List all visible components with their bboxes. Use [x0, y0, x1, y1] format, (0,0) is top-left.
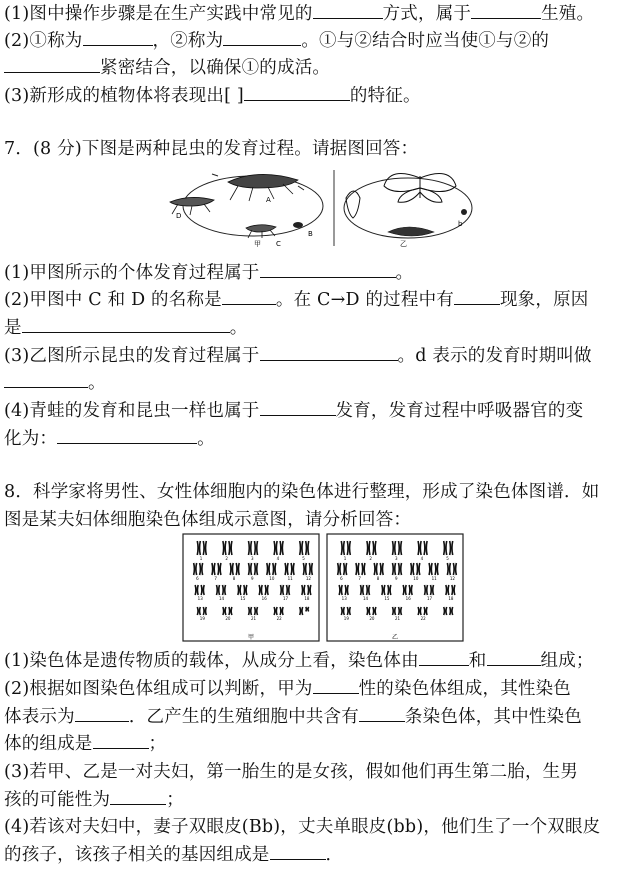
chromosome-glyph [344, 563, 347, 575]
q8-q2-text-b: 性的染色体组成，其性染色 [358, 679, 571, 699]
q7-line-6 [4, 397, 634, 425]
chromosome-number: 1 [343, 556, 347, 561]
chromosome-number: 8 [232, 576, 236, 581]
q7-line-1 [4, 259, 634, 287]
chromosome-glyph [229, 541, 232, 555]
chromosome-glyph [424, 541, 427, 555]
chromosome-glyph [393, 607, 396, 615]
chromosome-number: 20 [369, 616, 375, 621]
chromosome-number: 21 [251, 616, 257, 621]
chromosome-glyph [229, 607, 232, 615]
q8-line-1 [4, 478, 634, 506]
chromosome-number: 16 [405, 596, 411, 601]
chromosome-glyph [197, 607, 200, 615]
chromosome-number: 4 [420, 556, 424, 561]
chromosome-number: 15 [240, 596, 246, 601]
q8-line-2 [4, 506, 634, 534]
chromosome-glyph [249, 607, 252, 615]
chromosome-glyph [347, 607, 350, 615]
chromosome-glyph [195, 585, 198, 595]
q7-7-text-a: 化为： [4, 429, 58, 449]
fig-label-d: D [176, 212, 182, 220]
chromosome-number: 19 [199, 616, 205, 621]
q6-4-text-a: (3)新形成的植物体将表现出[ ] [4, 86, 244, 106]
butterfly-larva [388, 227, 434, 236]
chromosome-number: 17 [283, 596, 289, 601]
chromosome-number: 6 [196, 576, 199, 581]
chromosome-glyph [249, 563, 252, 575]
chromosome-glyph [367, 585, 370, 595]
q6-2-blank-1[interactable] [83, 27, 153, 46]
chromosome-glyph [281, 585, 284, 595]
chromosome-number: 15 [384, 596, 390, 601]
q6-line-3 [4, 54, 634, 82]
chromosome-glyph [339, 585, 342, 595]
chromosome-glyph [424, 607, 427, 615]
q7-6-text-a: (4)青蛙的发育和昆虫一样也属于 [4, 401, 260, 421]
chromosome-glyph [300, 541, 303, 555]
q6-1-text-b: 方式，属于 [382, 4, 472, 24]
chromosome-glyph [374, 563, 377, 575]
fig-label-b: B [308, 230, 313, 238]
chromosome-number: 21 [395, 616, 401, 621]
chromosome-number: 9 [251, 576, 254, 581]
chromosome-number: 5 [302, 556, 305, 561]
chromosome-glyph [309, 563, 312, 575]
q8-line-8 [4, 786, 634, 814]
q8-q1-text-a: (1)染色体是遗传物质的载体，从成分上看，染色体由 [4, 651, 419, 671]
chromosome-glyph [300, 607, 303, 615]
chromosome-glyph [356, 563, 359, 575]
q8-q1-blank-1[interactable] [419, 647, 469, 666]
chromosome-glyph [287, 585, 290, 595]
chromosome-glyph [223, 585, 226, 595]
chromosome-glyph [267, 563, 270, 575]
chromosome-glyph [274, 541, 277, 555]
chromosome-glyph [341, 607, 344, 615]
q8-q8-blank-1[interactable] [270, 841, 326, 860]
chromosome-number: 5 [446, 556, 449, 561]
chromosome-number: 19 [343, 616, 349, 621]
q7-2-blank-1[interactable] [222, 286, 276, 305]
q7-7-text-b: 。 [197, 429, 215, 449]
chromosome-glyph [280, 607, 283, 615]
karyotype-jia-chromosomes [194, 541, 313, 621]
chromosome-glyph [308, 585, 311, 595]
chromosome-glyph [197, 541, 200, 555]
chromosome-glyph [303, 563, 306, 575]
chromosome-glyph [347, 541, 350, 555]
q8-q3-blank-2[interactable] [359, 703, 405, 722]
chromosome-glyph [236, 563, 239, 575]
q8-line-7 [4, 758, 634, 786]
chromosome-number: 11 [287, 576, 293, 581]
chromosome-glyph [367, 607, 370, 615]
chromosome-number: 18 [448, 596, 454, 601]
chromosome-number: 13 [197, 596, 203, 601]
q8-line-3 [4, 647, 634, 675]
chromosome-glyph [274, 607, 277, 615]
chromosome-glyph [409, 585, 412, 595]
chromosome-glyph [361, 585, 364, 595]
chromosome-number: 2 [225, 556, 228, 561]
chromosome-glyph [393, 541, 396, 555]
fig-label-jia: 甲 [254, 240, 261, 248]
q6-1-blank-2[interactable] [471, 0, 541, 19]
q6-1-blank-1[interactable] [313, 0, 383, 19]
chromosome-number: 7 [214, 576, 217, 581]
chromosome-glyph [203, 607, 206, 615]
chromosome-glyph [452, 585, 455, 595]
chromosome-glyph [306, 541, 309, 555]
chromosome-glyph [280, 541, 283, 555]
chromosome-glyph [399, 563, 402, 575]
chromosome-glyph [444, 541, 447, 555]
q8-q1-text-c: 组成； [540, 651, 594, 671]
chromosome-glyph [446, 585, 449, 595]
q8-q6-blank-1[interactable] [110, 786, 166, 805]
chromosome-number: 12 [449, 576, 455, 581]
q6-2-text-b: ，②称为 [152, 31, 224, 51]
chromosome-glyph [447, 563, 450, 575]
q7-1-text-a: (1)甲图所示的个体发育过程属于 [4, 263, 260, 283]
chromosome-glyph [382, 585, 385, 595]
butterfly-pupa [346, 191, 360, 218]
chromosome-glyph [429, 563, 432, 575]
chromosome-glyph [367, 541, 370, 555]
chromosome-glyph [259, 585, 262, 595]
chromosome-glyph [417, 563, 420, 575]
chromosome-glyph [217, 585, 220, 595]
q7-3-text-b: 。 [229, 318, 248, 338]
chromosome-glyph [291, 563, 294, 575]
fig-label-yi: 乙 [400, 240, 407, 248]
chromosome-glyph [273, 563, 276, 575]
chromosome-glyph [418, 607, 421, 615]
q8-q1-text-b: 和 [468, 651, 487, 671]
chromosome-glyph [425, 585, 428, 595]
q8-line-10 [4, 841, 634, 869]
q7-title [4, 135, 634, 163]
chromosome-glyph [341, 541, 344, 555]
chromosome-glyph [223, 541, 226, 555]
q6-2-text-c: 。①与②结合时应当使①与②的 [301, 31, 550, 51]
chromosome-number: 17 [427, 596, 433, 601]
chromosome-number: 10 [269, 576, 275, 581]
chromosome-glyph [244, 585, 247, 595]
q8-line-4 [4, 675, 634, 703]
grasshopper-egg-b [293, 222, 303, 228]
chromosome-glyph [399, 541, 402, 555]
q8-q4-text-b: ； [148, 734, 167, 754]
q8-q5-text: (3)若甲、乙是一对夫妇，第一胎生的是女孩，假如他们再生第二胎，生男 [4, 762, 579, 782]
chromosome-number: 3 [395, 556, 398, 561]
chromosome-number: 22 [276, 616, 282, 621]
chromosome-number: 14 [219, 596, 225, 601]
chromosome-number: 4 [276, 556, 280, 561]
karyotype-label-jia: 甲 [248, 634, 255, 641]
q8-q3-text-b: ．乙产生的生殖细胞中共含有 [128, 707, 359, 727]
chromosome-glyph [338, 563, 341, 575]
chromosome-glyph [302, 585, 305, 595]
q7-2-text-a: (2)甲图中 C 和 D 的名称是 [4, 290, 222, 310]
q8-q2-text-a: (2)根据如图染色体组成可以判断，甲为 [4, 679, 313, 699]
chromosome-number: 20 [225, 616, 231, 621]
chromosome-glyph [285, 563, 288, 575]
q8-q6-text-b: ； [166, 790, 184, 810]
q8-2-text: 图是某夫妇体细胞染色体组成示意图，请分析回答： [4, 510, 412, 530]
chromosome-glyph [200, 563, 203, 575]
chromosome-glyph [201, 585, 204, 595]
chromosome-glyph [418, 541, 421, 555]
q7-line-4 [4, 342, 634, 370]
chromosome-glyph [230, 563, 233, 575]
q8-q4-text-a: 体的组成是 [4, 734, 93, 754]
q7-4-text-b: 。d 表示的发育时期叫做 [397, 346, 592, 366]
q7-1-blank-1[interactable] [260, 259, 396, 278]
chromosome-glyph [380, 563, 383, 575]
chromosome-number: 2 [369, 556, 372, 561]
q8-q8-text-b: ． [325, 845, 344, 865]
q6-2-blank-2[interactable] [223, 27, 301, 46]
q7-3-blank-1[interactable] [22, 314, 230, 333]
q7-1-text-b: 。 [395, 263, 414, 283]
q7-line-5 [4, 369, 634, 397]
q8-1-text: 8．科学家将男性、女性体细胞内的染色体进行整理，形成了染色体图谱．如 [4, 482, 600, 502]
chromosome-glyph [218, 563, 221, 575]
q8-q2-blank-1[interactable] [313, 675, 359, 694]
q7-line-2 [4, 286, 634, 314]
chromosome-number: 14 [363, 596, 369, 601]
chromosome-glyph [450, 607, 453, 615]
insect-development-figure [158, 168, 478, 248]
chromosome-number: 8 [376, 576, 380, 581]
q7-5-blank-1[interactable] [4, 369, 88, 388]
chromosome-glyph [362, 563, 365, 575]
q6-1-text-a: (1)图中操作步骤是在生产实践中常见的 [4, 4, 313, 24]
q8-q3-text-c: 条染色体，其中性染色 [404, 707, 582, 727]
chromosome-glyph [265, 585, 268, 595]
fig-label-c: C [276, 240, 281, 248]
grasshopper-adult-a [228, 174, 298, 201]
chromosome-number: 12 [305, 576, 311, 581]
chromosome-number: 10 [413, 576, 419, 581]
karyotype-label-yi: 乙 [392, 634, 399, 641]
q6-4-blank-1[interactable] [244, 82, 350, 101]
q7-4-blank-1[interactable] [260, 342, 398, 361]
q7-7-blank-1[interactable] [57, 425, 197, 444]
q7-2-text-c: 现象，原因 [499, 290, 589, 310]
q7-line-7 [4, 425, 634, 453]
chromosome-glyph [345, 585, 348, 595]
q6-line-2 [4, 27, 634, 55]
chromosome-glyph [373, 607, 376, 615]
chromosome-glyph [399, 607, 402, 615]
q6-4-text-b: 的特征。 [349, 86, 421, 106]
chromosome-glyph [450, 541, 453, 555]
q7-5-text: 。 [88, 373, 106, 393]
q7-6-blank-1[interactable] [260, 397, 336, 416]
q6-2-text-a: (2)①称为 [4, 31, 83, 51]
chromosome-glyph [194, 563, 197, 575]
chromosome-glyph [431, 585, 434, 595]
q6-3-blank-1[interactable] [4, 54, 100, 73]
chromosome-glyph [203, 541, 206, 555]
chromosome-glyph [255, 607, 258, 615]
q8-line-5 [4, 703, 634, 731]
fig-label-b-small: b [458, 220, 463, 228]
chromosome-number: 11 [431, 576, 437, 581]
chromosome-number: 6 [340, 576, 343, 581]
chromosome-glyph [403, 585, 406, 595]
q8-q3-text-a: 体表示为 [4, 707, 75, 727]
q8-q3-blank-1[interactable] [75, 703, 129, 722]
q7-4-text-a: (3)乙图所示昆虫的发育过程属于 [4, 346, 260, 366]
chromosome-glyph [238, 585, 241, 595]
chromosome-number: 18 [304, 596, 310, 601]
q7-6-text-b: 发育，发育过程中呼吸器官的变 [335, 401, 584, 421]
chromosome-glyph [388, 585, 391, 595]
q8-q7-text: (4)若该对夫妇中，妻子双眼皮(Bb)，丈夫单眼皮(bb)，他们生了一个双眼皮 [4, 817, 601, 837]
chromosome-glyph [393, 563, 396, 575]
q7-title-text: 7．(8 分)下图是两种昆虫的发育过程。请据图回答： [4, 139, 419, 159]
q8-line-9 [4, 813, 634, 841]
karyotype-yi-chromosomes [338, 541, 457, 621]
q7-2-blank-2[interactable] [454, 286, 500, 305]
q6-line-4 [4, 82, 634, 110]
chromosome-number: 22 [420, 616, 426, 621]
q8-q8-text-a: 的孩子，该孩子相关的基因组成是 [4, 845, 270, 865]
chromosome-number: 1 [199, 556, 203, 561]
chromosome-number: 7 [358, 576, 361, 581]
q7-3-text-a: 是 [4, 318, 22, 338]
q8-q4-blank-1[interactable] [93, 730, 149, 749]
karyotype-figure [182, 533, 464, 642]
chromosome-glyph [306, 607, 309, 611]
chromosome-glyph [453, 563, 456, 575]
chromosome-glyph [255, 541, 258, 555]
q6-1-text-c: 生殖。 [541, 4, 595, 24]
chromosome-number: 3 [251, 556, 254, 561]
q8-q6-text-a: 孩的可能性为 [4, 790, 111, 810]
butterfly-adult [384, 174, 456, 203]
fig-label-a: A [266, 196, 271, 204]
q8-line-6 [4, 730, 634, 758]
chromosome-glyph [373, 541, 376, 555]
q7-2-text-b: 。在 C→D 的过程中有 [275, 290, 454, 310]
chromosome-number: 9 [395, 576, 398, 581]
chromosome-number: 16 [261, 596, 267, 601]
chromosome-glyph [255, 563, 258, 575]
q7-line-3 [4, 314, 634, 342]
butterfly-egg [461, 209, 467, 215]
chromosome-number: 13 [341, 596, 347, 601]
chromosome-glyph [444, 607, 447, 615]
q6-line-1 [4, 0, 634, 28]
q8-q1-blank-2[interactable] [487, 647, 541, 666]
chromosome-glyph [249, 541, 252, 555]
chromosome-glyph [411, 563, 414, 575]
chromosome-glyph [223, 607, 226, 615]
chromosome-glyph [212, 563, 215, 575]
q6-3-text: 紧密结合，以确保①的成活。 [100, 58, 331, 78]
chromosome-glyph [435, 563, 438, 575]
